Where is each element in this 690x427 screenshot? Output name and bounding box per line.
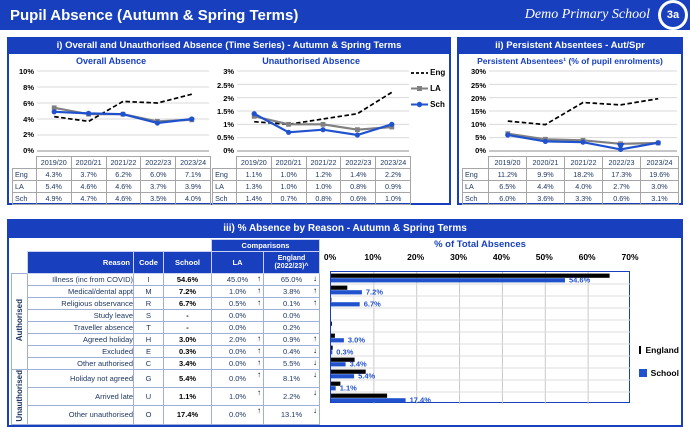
row-label: LA [213, 181, 237, 193]
table-row [13, 169, 211, 181]
value-cell: 6.0% [141, 169, 176, 181]
x-tick-label: 30% [450, 252, 467, 262]
value-cell: 3.0% [641, 181, 679, 193]
value-cell: 3.6% [527, 193, 565, 205]
school-value-cell: 7.2% [164, 286, 212, 298]
up-arrow-icon: ↑ [257, 370, 261, 379]
reason-row [12, 334, 320, 346]
section-persistent-title: ii) Persistent Absentees - Aut/Spr [459, 39, 681, 54]
code-cell: H [134, 334, 164, 346]
up-arrow-icon: ↑ [313, 298, 317, 307]
x-tick-label: 70% [621, 252, 638, 262]
bar-chart-legend [633, 239, 679, 425]
up-arrow-icon: ↑ [257, 346, 261, 355]
school-name: Demo Primary School [525, 7, 650, 23]
unauthorised-absence-block [211, 55, 411, 205]
comparisons-header: Comparisons [212, 240, 320, 252]
y-tick-label: 15% [471, 108, 486, 116]
reason-cell: Other unauthorised [28, 406, 134, 424]
up-arrow-icon: ↑ [257, 388, 261, 397]
svg-text:54.6%: 54.6% [569, 276, 591, 285]
year-header: 2022/23 [341, 157, 376, 169]
y-tick-label: 8% [23, 84, 34, 92]
table-row [463, 169, 679, 181]
row-label: LA [463, 181, 489, 193]
code-cell: S [134, 310, 164, 322]
england-value-cell: 13.1% ↓ [264, 406, 320, 424]
school-value-cell: - [164, 322, 212, 334]
reason-cell: Agreed holiday [28, 334, 134, 346]
timeseries-legend [411, 55, 447, 205]
school-value-cell: 0.3% [164, 346, 212, 358]
school-value-cell: 6.7% [164, 298, 212, 310]
reason-cell: Other authorised [28, 358, 134, 370]
reason-row [12, 286, 320, 298]
value-cell: 3.3% [565, 193, 603, 205]
value-cell: 5.4% [36, 181, 71, 193]
value-cell: 1.0% [306, 181, 341, 193]
y-tick-label: 10% [19, 68, 34, 76]
y-tick-label: 0.5% [217, 134, 234, 142]
svg-text:5.4%: 5.4% [358, 372, 375, 381]
year-header: 2020/21 [71, 157, 106, 169]
overall-absence-table [12, 156, 211, 205]
code-cell: O [134, 406, 164, 424]
table-row [213, 169, 411, 181]
code-cell: C [134, 358, 164, 370]
table-row [13, 181, 211, 193]
value-cell: 6.2% [106, 169, 141, 181]
value-cell: 4.7% [71, 193, 106, 205]
overall-absence-chart-title: Overall Absence [11, 55, 211, 68]
value-cell: 3.9% [176, 181, 211, 193]
england-value-cell: 3.8% ↑ [264, 286, 320, 298]
bar-chart-x-axis [330, 252, 630, 263]
england-value-cell: 8.1% ↓ [264, 370, 320, 388]
y-tick-label: 0% [23, 147, 34, 155]
value-cell: 3.5% [141, 193, 176, 205]
code-cell: R [134, 298, 164, 310]
x-tick-label: 10% [364, 252, 381, 262]
value-cell: 17.3% [603, 169, 641, 181]
legend-item-la: LA [411, 84, 447, 93]
col-header-code: Code [134, 252, 164, 274]
up-arrow-icon: ↑ [257, 358, 261, 367]
y-tick-label: 6% [23, 100, 34, 108]
persistent-absentees-table [462, 156, 679, 205]
eng-dashed-line-icon [411, 70, 428, 76]
section-absence-by-reason [7, 219, 683, 427]
svg-text:7.2%: 7.2% [366, 288, 383, 297]
persistent-chart-title: Persistent Absentees¹ (% of pupil enrolments) [461, 55, 679, 68]
reason-row [12, 322, 320, 334]
up-arrow-icon: ↑ [257, 406, 261, 415]
la-value-cell: 0.0% ↑ [212, 346, 264, 358]
value-cell: 6.0% [489, 193, 527, 205]
x-tick-label: 0% [324, 252, 336, 262]
sch-line-icon [411, 101, 428, 108]
persistent-absentees-chart [489, 68, 677, 154]
reason-row [12, 388, 320, 406]
y-tick-label: 1% [223, 121, 234, 129]
la-value-cell: 0.0% [212, 310, 264, 322]
y-tick-label: 30% [471, 68, 486, 76]
unauthorised-absence-table [212, 156, 411, 205]
y-tick-label: 4% [23, 116, 34, 124]
y-tick-label: 0% [475, 147, 486, 155]
reason-row [12, 358, 320, 370]
x-tick-label: 50% [536, 252, 553, 262]
year-header: 2019/20 [36, 157, 71, 169]
england-value-cell: 0.9% ↑ [264, 334, 320, 346]
la-value-cell: 1.0% ↑ [212, 388, 264, 406]
value-cell: 4.0% [176, 193, 211, 205]
down-arrow-icon: ↓ [313, 358, 317, 367]
year-header: 2022/23 [603, 157, 641, 169]
y-tick-label: 0% [223, 147, 234, 155]
value-cell: 1.4% [341, 169, 376, 181]
unauthorised-absence-chart [237, 68, 409, 154]
value-cell: 1.0% [271, 169, 306, 181]
reason-row [12, 370, 320, 388]
up-arrow-icon: ↑ [257, 274, 261, 283]
row-label: Eng [13, 169, 37, 181]
down-arrow-icon: ↓ [313, 274, 317, 283]
year-header: 2023/24 [641, 157, 679, 169]
top-row [7, 37, 683, 205]
reason-row [12, 310, 320, 322]
value-cell: 11.2% [489, 169, 527, 181]
y-tick-label: 2% [23, 131, 34, 139]
value-cell: 6.5% [489, 181, 527, 193]
page-header [0, 0, 690, 30]
svg-text:3.4%: 3.4% [350, 360, 367, 369]
legend-item-sch: Sch [411, 100, 447, 109]
y-tick-label: 25% [471, 82, 486, 90]
reason-cell: Illness (inc from COVID) [28, 274, 134, 286]
la-value-cell: 0.0% ↑ [212, 406, 264, 424]
code-cell: E [134, 346, 164, 358]
value-cell: 4.0% [565, 181, 603, 193]
value-cell: 0.6% [341, 193, 376, 205]
value-cell: 0.6% [603, 193, 641, 205]
school-swatch-icon [639, 369, 647, 377]
reason-bar-chart-block [320, 239, 633, 425]
group-label: Unauthorised [12, 370, 28, 425]
la-value-cell: 1.0% ↑ [212, 286, 264, 298]
y-tick-label: 20% [471, 95, 486, 103]
table-row [463, 181, 679, 193]
x-tick-label: 60% [579, 252, 596, 262]
svg-text:6.7%: 6.7% [364, 300, 381, 309]
overall-y-axis [11, 68, 37, 154]
row-label: Sch [13, 193, 37, 205]
down-arrow-icon: ↓ [313, 406, 317, 415]
reason-cell: Medical/dental appt [28, 286, 134, 298]
value-cell: 1.4% [236, 193, 271, 205]
reason-cell: Religious observance [28, 298, 134, 310]
up-arrow-icon: ↑ [313, 286, 317, 295]
england-swatch-icon [639, 346, 641, 354]
reason-bar-chart [330, 271, 630, 403]
year-header: 2019/20 [236, 157, 271, 169]
la-value-cell: 2.0% ↑ [212, 334, 264, 346]
england-value-cell: 0.1% ↑ [264, 298, 320, 310]
la-value-cell: 0.0% ↑ [212, 358, 264, 370]
legend-item-england: England [639, 345, 679, 355]
y-tick-label: 2% [223, 95, 234, 103]
section-persistent [457, 37, 683, 205]
england-value-cell: 0.4% ↓ [264, 346, 320, 358]
value-cell: 0.7% [271, 193, 306, 205]
reason-table [11, 239, 320, 425]
year-header-row [13, 157, 211, 169]
unauthorised-absence-chart-title: Unauthorised Absence [211, 55, 411, 68]
school-value-cell: 54.6% [164, 274, 212, 286]
x-tick-label: 20% [407, 252, 424, 262]
page-number-badge [658, 0, 688, 30]
down-arrow-icon: ↓ [313, 346, 317, 355]
code-cell: M [134, 286, 164, 298]
legend-item-eng: Eng [411, 68, 447, 77]
value-cell: 4.6% [106, 193, 141, 205]
table-row [463, 193, 679, 205]
reason-cell: Traveller absence [28, 322, 134, 334]
year-header: 2021/22 [306, 157, 341, 169]
value-cell: 1.1% [236, 169, 271, 181]
school-value-cell: 17.4% [164, 406, 212, 424]
value-cell: 3.7% [71, 169, 106, 181]
svg-text:3.0%: 3.0% [348, 336, 365, 345]
year-header: 2020/21 [271, 157, 306, 169]
y-tick-label: 5% [475, 134, 486, 142]
england-value-cell: 2.2% ↓ [264, 388, 320, 406]
legend-item-school: School [639, 368, 679, 378]
year-header-row [213, 157, 411, 169]
y-tick-label: 1.5% [217, 108, 234, 116]
reason-cell: Holiday not agreed [28, 370, 134, 388]
value-cell: 4.9% [36, 193, 71, 205]
value-cell: 1.2% [306, 169, 341, 181]
row-label: Eng [213, 169, 237, 181]
value-cell: 4.3% [36, 169, 71, 181]
up-arrow-icon: ↑ [257, 286, 261, 295]
year-header: 2019/20 [489, 157, 527, 169]
school-value-cell: 5.4% [164, 370, 212, 388]
persistent-y-axis [461, 68, 489, 154]
code-cell: G [134, 370, 164, 388]
england-value-cell: 0.0% [264, 310, 320, 322]
table-row [13, 193, 211, 205]
row-label: Sch [213, 193, 237, 205]
value-cell: 1.3% [236, 181, 271, 193]
la-value-cell: 0.0% [212, 322, 264, 334]
school-value-cell: - [164, 310, 212, 322]
england-value-cell: 65.0% ↓ [264, 274, 320, 286]
code-cell: I [134, 274, 164, 286]
section-timeseries [7, 37, 451, 205]
up-arrow-icon: ↑ [257, 298, 261, 307]
value-cell: 3.7% [141, 181, 176, 193]
value-cell: 0.8% [306, 193, 341, 205]
year-header: 2023/24 [176, 157, 211, 169]
up-arrow-icon: ↑ [257, 334, 261, 343]
value-cell: 19.6% [641, 169, 679, 181]
down-arrow-icon: ↓ [313, 388, 317, 397]
value-cell: 4.4% [527, 181, 565, 193]
school-value-cell: 3.4% [164, 358, 212, 370]
value-cell: 9.9% [527, 169, 565, 181]
overall-absence-block [11, 55, 211, 205]
value-cell: 1.0% [271, 181, 306, 193]
page-number: 3a [661, 3, 685, 27]
group-label: Authorised [12, 274, 28, 370]
school-value-cell: 3.0% [164, 334, 212, 346]
table-row [213, 181, 411, 193]
x-tick-label: 40% [493, 252, 510, 262]
reason-row [12, 346, 320, 358]
reason-row [12, 274, 320, 286]
bar-chart-title: % of Total Absences [330, 239, 630, 252]
code-cell: T [134, 322, 164, 334]
col-header-england: England (2022/23)^ [264, 252, 320, 274]
table-row [213, 193, 411, 205]
svg-text:1.1%: 1.1% [340, 384, 357, 393]
y-tick-label: 10% [471, 121, 486, 129]
la-value-cell: 45.0% ↑ [212, 274, 264, 286]
la-value-cell: 0.5% ↑ [212, 298, 264, 310]
up-arrow-icon: ↑ [313, 334, 317, 343]
svg-text:0.3%: 0.3% [336, 348, 353, 357]
value-cell: 0.8% [341, 181, 376, 193]
page-title: Pupil Absence (Autumn & Spring Terms) [10, 7, 298, 24]
value-cell: 4.6% [71, 181, 106, 193]
reason-cell: Excluded [28, 346, 134, 358]
value-cell: 4.6% [106, 181, 141, 193]
value-cell: 2.7% [603, 181, 641, 193]
col-header-la: LA [212, 252, 264, 274]
school-value-cell: 1.1% [164, 388, 212, 406]
year-header: 2022/23 [141, 157, 176, 169]
row-label: Eng [463, 169, 489, 181]
year-header: 2020/21 [527, 157, 565, 169]
unauthorised-y-axis [211, 68, 237, 154]
year-header: 2023/24 [376, 157, 411, 169]
value-cell: 18.2% [565, 169, 603, 181]
section-timeseries-title: i) Overall and Unauthorised Absence (Time Series) - Autumn & Spring Terms [9, 39, 449, 54]
section-reason-title: iii) % Absence by Reason - Autumn & Spring Terms [9, 221, 681, 238]
value-cell: 3.1% [641, 193, 679, 205]
row-label: Sch [463, 193, 489, 205]
year-header: 2021/22 [565, 157, 603, 169]
svg-text:17.4%: 17.4% [410, 396, 432, 405]
col-header-school: School [164, 252, 212, 274]
reason-cell: Arrived late [28, 388, 134, 406]
reason-row [12, 298, 320, 310]
col-header-reason: Reason [28, 252, 134, 274]
down-arrow-icon: ↓ [313, 370, 317, 379]
year-header: 2021/22 [106, 157, 141, 169]
dashboard-body [0, 30, 690, 427]
value-cell: 2.2% [376, 169, 411, 181]
overall-absence-chart [37, 68, 209, 154]
value-cell: 0.9% [376, 181, 411, 193]
la-line-icon [411, 85, 428, 92]
y-tick-label: 2.5% [217, 82, 234, 90]
code-cell: U [134, 388, 164, 406]
england-value-cell: 5.5% ↓ [264, 358, 320, 370]
reason-cell: Study leave [28, 310, 134, 322]
year-header-row [463, 157, 679, 169]
row-label: LA [13, 181, 37, 193]
la-value-cell: 0.0% ↑ [212, 370, 264, 388]
reason-row [12, 406, 320, 424]
value-cell: 1.0% [376, 193, 411, 205]
y-tick-label: 3% [223, 68, 234, 76]
england-value-cell: 0.2% [264, 322, 320, 334]
value-cell: 7.1% [176, 169, 211, 181]
